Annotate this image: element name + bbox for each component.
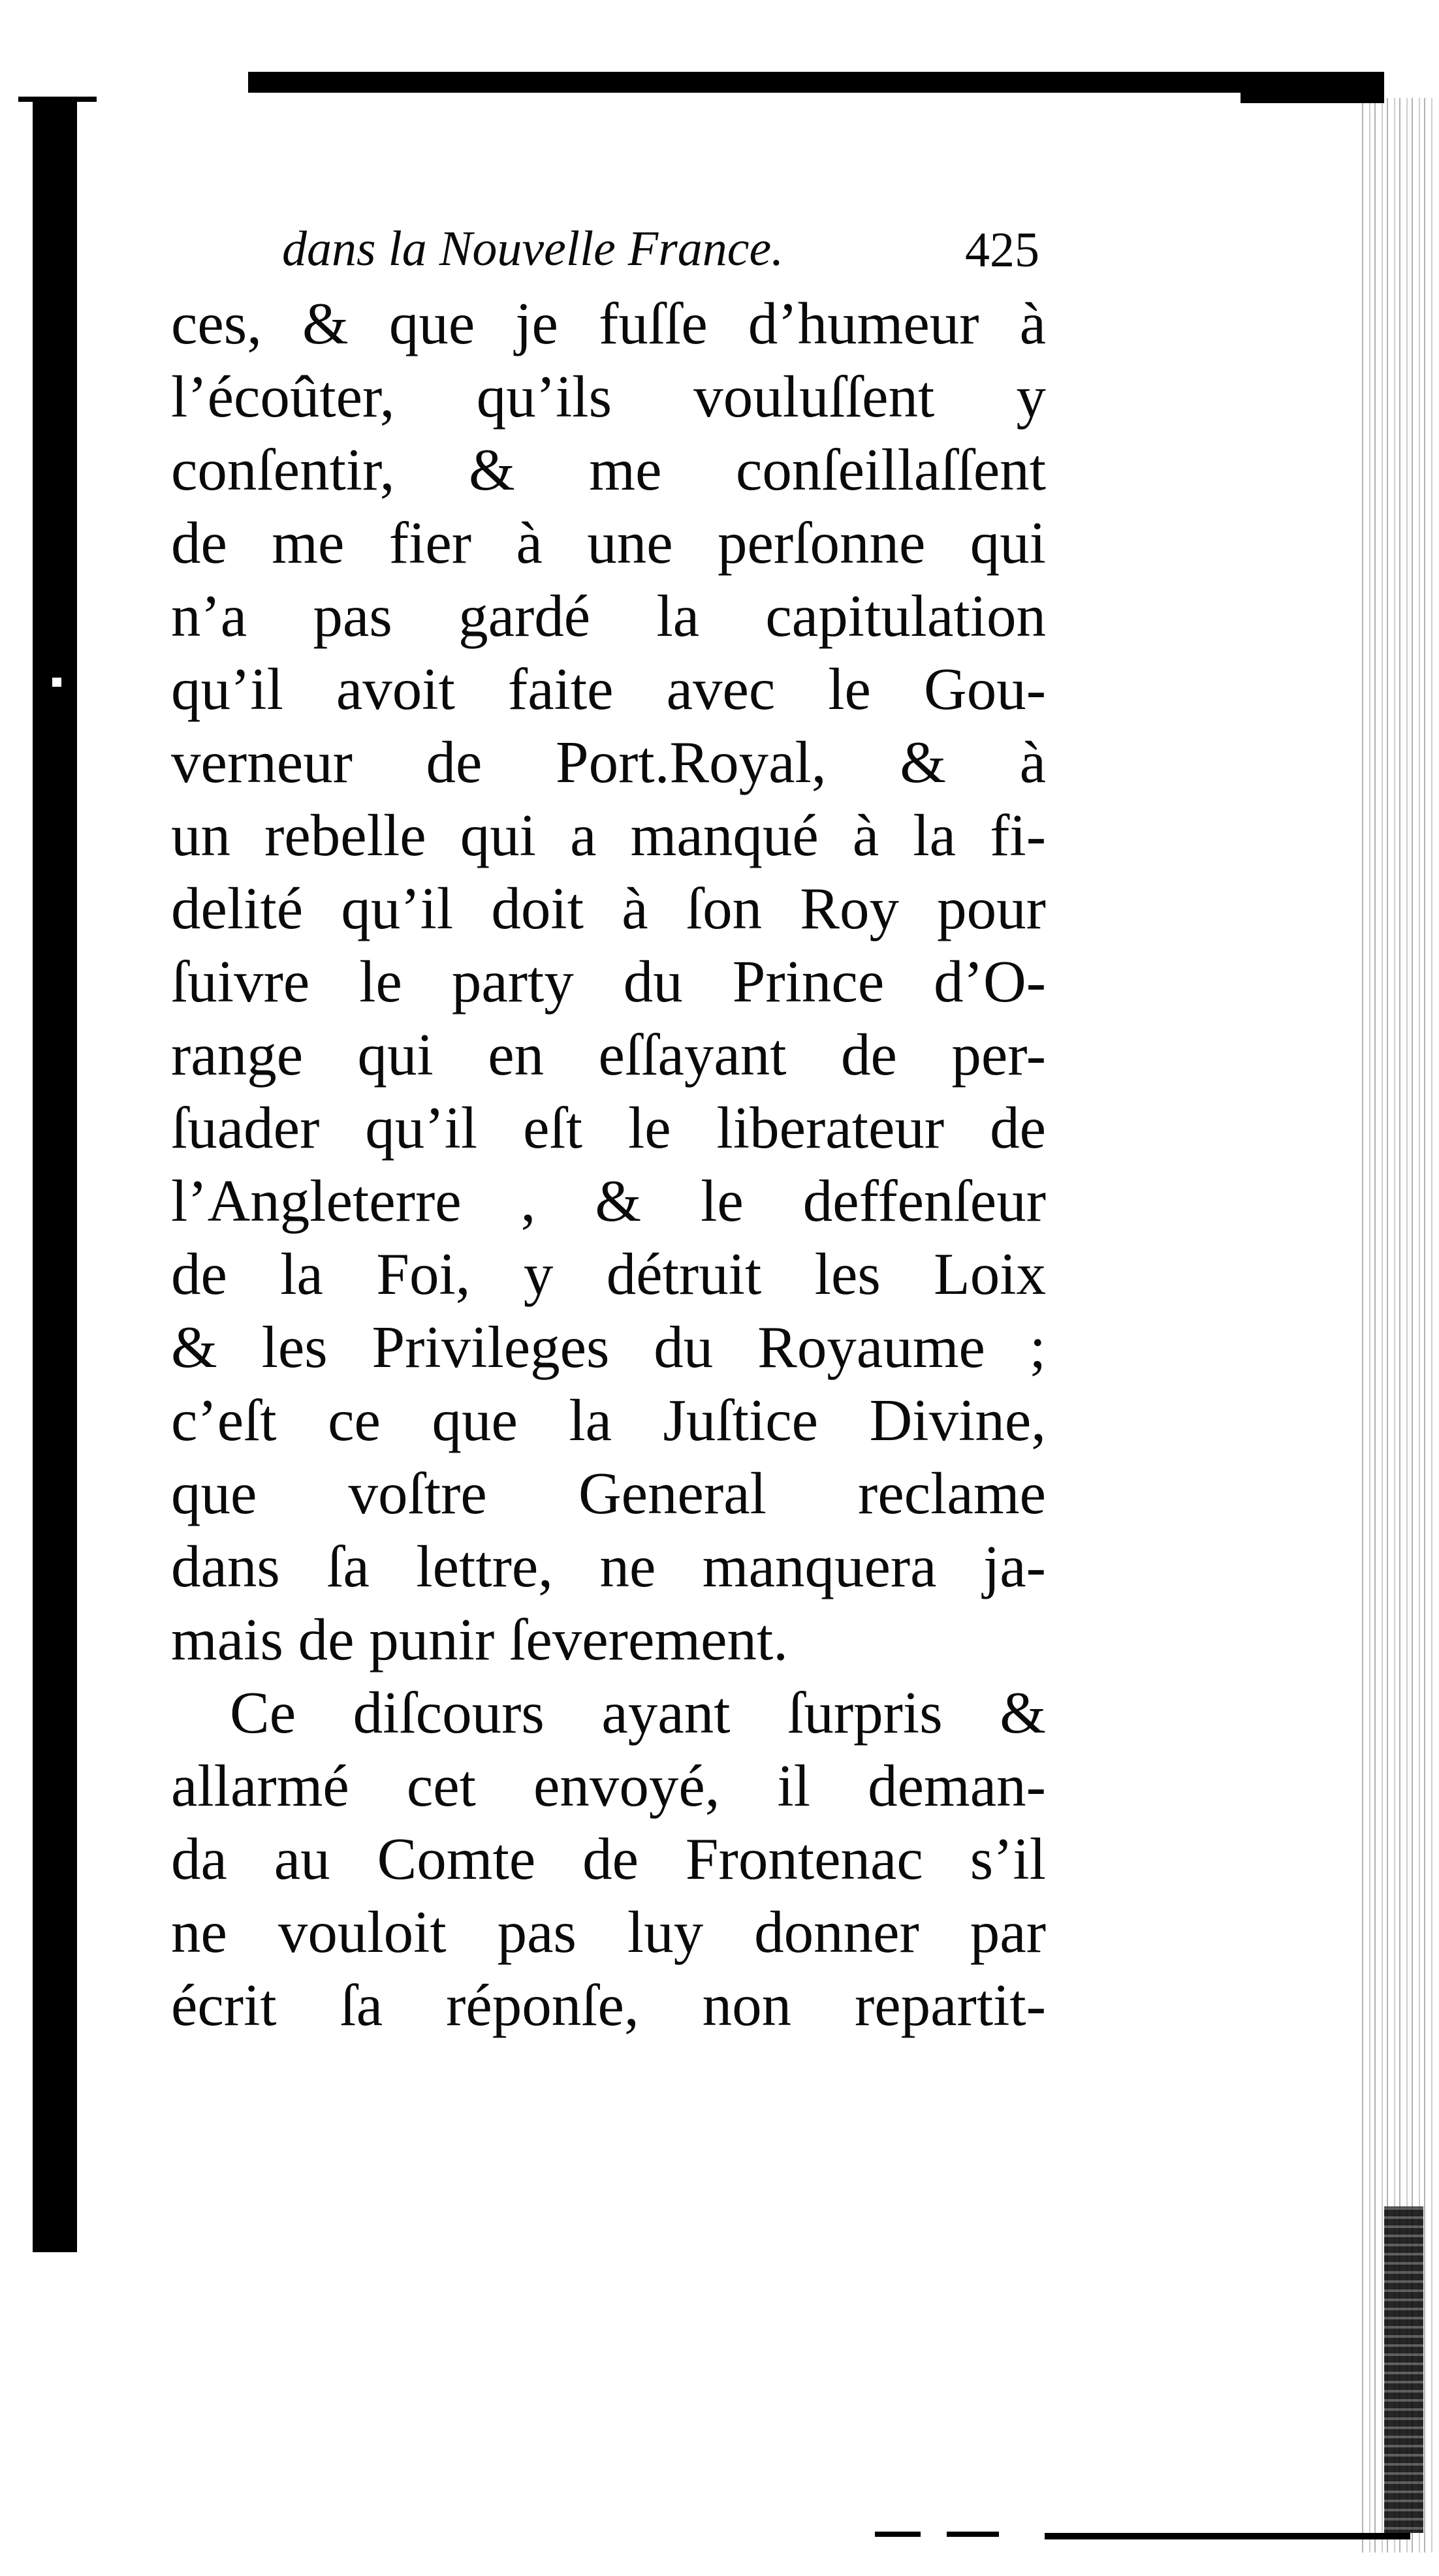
text-line: Ce diſcours ayant ſurpris & (230, 1680, 1046, 1746)
text-line: range qui en eſſayant de per- (171, 1022, 1046, 1088)
top-border-rule (248, 72, 1384, 93)
text-line: n’a pas gardé la capitulation (171, 583, 1046, 649)
page-number: 425 (965, 223, 1039, 277)
text-line: & les Privileges du Royaume ; (171, 1314, 1046, 1380)
bottom-border-rule (1045, 2533, 1410, 2539)
text-line: qu’il avoit faite avec le Gou- (171, 656, 1046, 722)
text-line: mais de punir ſeverement. (171, 1607, 789, 1673)
text-line: écrit ſa réponſe, non repartit- (171, 1972, 1046, 2038)
binding-notch (52, 678, 61, 687)
text-line: l’écoûter, qu’ils vouluſſent y (171, 364, 1046, 430)
running-head-title: dans la Nouvelle France. (282, 221, 784, 276)
text-line: un rebelle qui a manqué à la fi- (171, 802, 1046, 868)
text-line: que voſtre General reclame (171, 1460, 1046, 1526)
text-line: ces, & que je fuſſe d’humeur à (171, 291, 1046, 356)
text-line: ſuivre le party du Prince d’O- (171, 949, 1046, 1014)
paragraph-1 (171, 287, 1046, 1676)
left-binding-bar (33, 98, 77, 2252)
text-line: da au Comte de Frontenac s’il (171, 1826, 1046, 1892)
right-page-edge (1358, 98, 1436, 2552)
running-head (171, 215, 1046, 287)
text-line: c’eſt ce que la Juſtice Divine, (171, 1387, 1046, 1453)
text-line: ſuader qu’il eſt le liberateur de (171, 1095, 1046, 1161)
text-line: de me fier à une perſonne qui (171, 510, 1046, 576)
text-line: delité qu’il doit à ſon Roy pour (171, 875, 1046, 941)
bottom-dash-mark (947, 2532, 999, 2537)
bottom-dash-mark (875, 2532, 921, 2537)
page-text (171, 215, 1046, 2042)
right-page-edge-shadow (1384, 2207, 1423, 2533)
text-line: ne vouloit pas luy donner par (171, 1899, 1046, 1965)
text-line: dans ſa lettre, ne manquera ja- (171, 1533, 1046, 1599)
paragraph-2 (171, 1676, 1046, 2042)
text-line: allarmé cet envoyé, il deman- (171, 1753, 1046, 1819)
text-line: verneur de Port.Royal, & à (171, 729, 1046, 795)
text-line: l’Angleterre , & le deffenſeur (171, 1168, 1046, 1234)
text-line: conſentir, & me conſeillaſſent (171, 437, 1046, 503)
text-line: de la Foi, y détruit les Loix (171, 1241, 1046, 1307)
